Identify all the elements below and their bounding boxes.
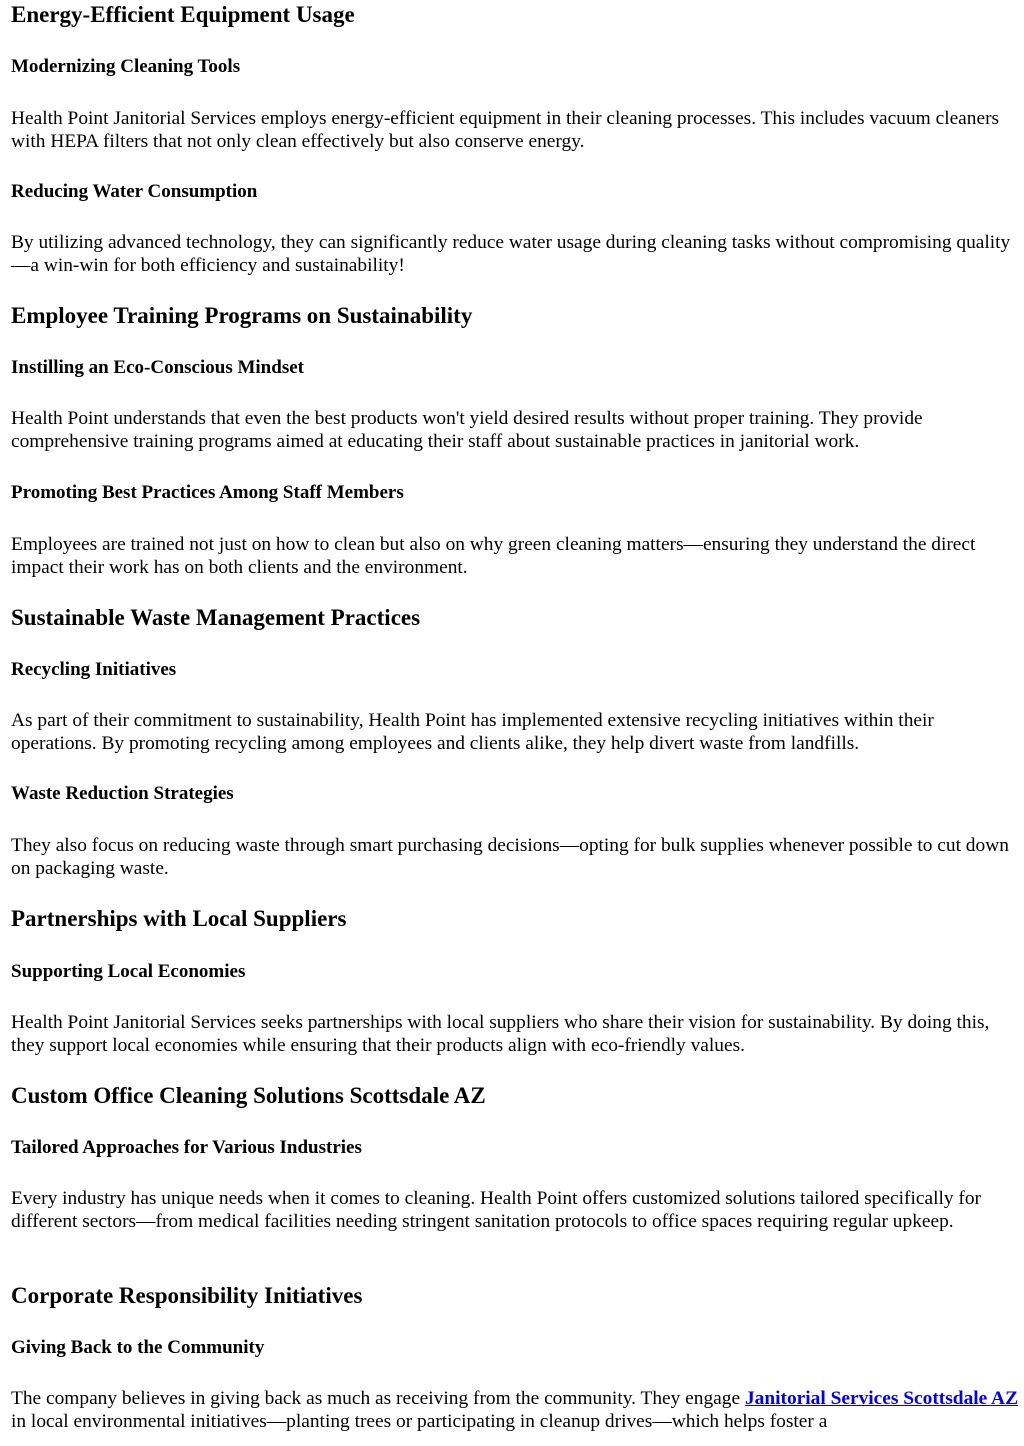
section-heading-employee-training: Employee Training Programs on Sustainability [11,303,473,328]
subheading-promoting-best-practices: Promoting Best Practices Among Staff Members [11,482,404,503]
subheading-waste-reduction-strategies: Waste Reduction Strategies [11,783,234,804]
subheading-giving-back: Giving Back to the Community [11,1337,265,1358]
paragraph-modernizing-cleaning-tools: Health Point Janitorial Services employs energy-efficient equipment in their cleaning processes. This includes vacuum cleaners with HEPA filters that not only clean effectively but also conserve energy. [11,108,1000,153]
paragraph-giving-back [11,1387,1019,1434]
paragraph-eco-conscious-mindset: Health Point understands that even the best products won't yield desired results without proper training. They provide comprehensive training programs aimed at educating their staff about sustainable practices in janitorial work. [11,408,923,453]
paragraph-giving-back-text-start: The company believes in giving back as much as receiving from the community. They engage [11,1388,745,1409]
paragraph-supporting-local-economies: Health Point Janitorial Services seeks partnerships with local suppliers who share their vision for sustainability. By doing this, they support local economies while ensuring that their products align with eco-friendly values. [11,1012,990,1057]
paragraph-reducing-water-consumption: By utilizing advanced technology, they can significantly reduce water usage during cleaning tasks without compromising quality—a win-win for both efficiency and sustainability! [11,232,1011,277]
subheading-reducing-water-consumption: Reducing Water Consumption [11,181,258,202]
subheading-recycling-initiatives: Recycling Initiatives [11,659,177,680]
section-heading-corporate-responsibility: Corporate Responsibility Initiatives [11,1283,363,1308]
janitorial-services-scottsdale-link[interactable]: Janitorial Services Scottsdale AZ [744,1388,1018,1409]
subheading-modernizing-cleaning-tools: Modernizing Cleaning Tools [11,56,241,77]
subheading-eco-conscious-mindset: Instilling an Eco-Conscious Mindset [11,357,304,378]
subheading-supporting-local-economies: Supporting Local Economies [11,961,246,982]
section-heading-custom-office-cleaning: Custom Office Cleaning Solutions Scottsdale AZ [11,1083,486,1108]
paragraph-waste-reduction-strategies: They also focus on reducing waste through smart purchasing decisions—opting for bulk supplies whenever possible to cut down on packaging waste. [11,835,1009,880]
subheading-tailored-approaches: Tailored Approaches for Various Industries [11,1137,362,1158]
paragraph-recycling-initiatives: As part of their commitment to sustainability, Health Point has implemented extensive recycling initiatives within their operations. By promoting recycling among employees and clients alike, they help divert waste from landfills. [11,710,934,755]
paragraph-giving-back-text-end: in local environmental initiatives—planting trees or participating in cleanup drives—which helps foster a [11,1411,828,1433]
section-heading-energy-efficient-equipment: Energy-Efficient Equipment Usage [11,2,355,27]
paragraph-tailored-approaches: Every industry has unique needs when it comes to cleaning. Health Point offers customized solutions tailored specifically for different sectors—from medical facilities needing stringent sanitation protocols to office spaces requiring regular upkeep. [11,1188,982,1233]
section-heading-waste-management: Sustainable Waste Management Practices [11,605,421,630]
paragraph-promoting-best-practices: Employees are trained not just on how to clean but also on why green cleaning matters—ensuring they understand the direct impact their work has on both clients and the environment. [11,534,976,579]
section-heading-local-suppliers: Partnerships with Local Suppliers [11,906,347,931]
